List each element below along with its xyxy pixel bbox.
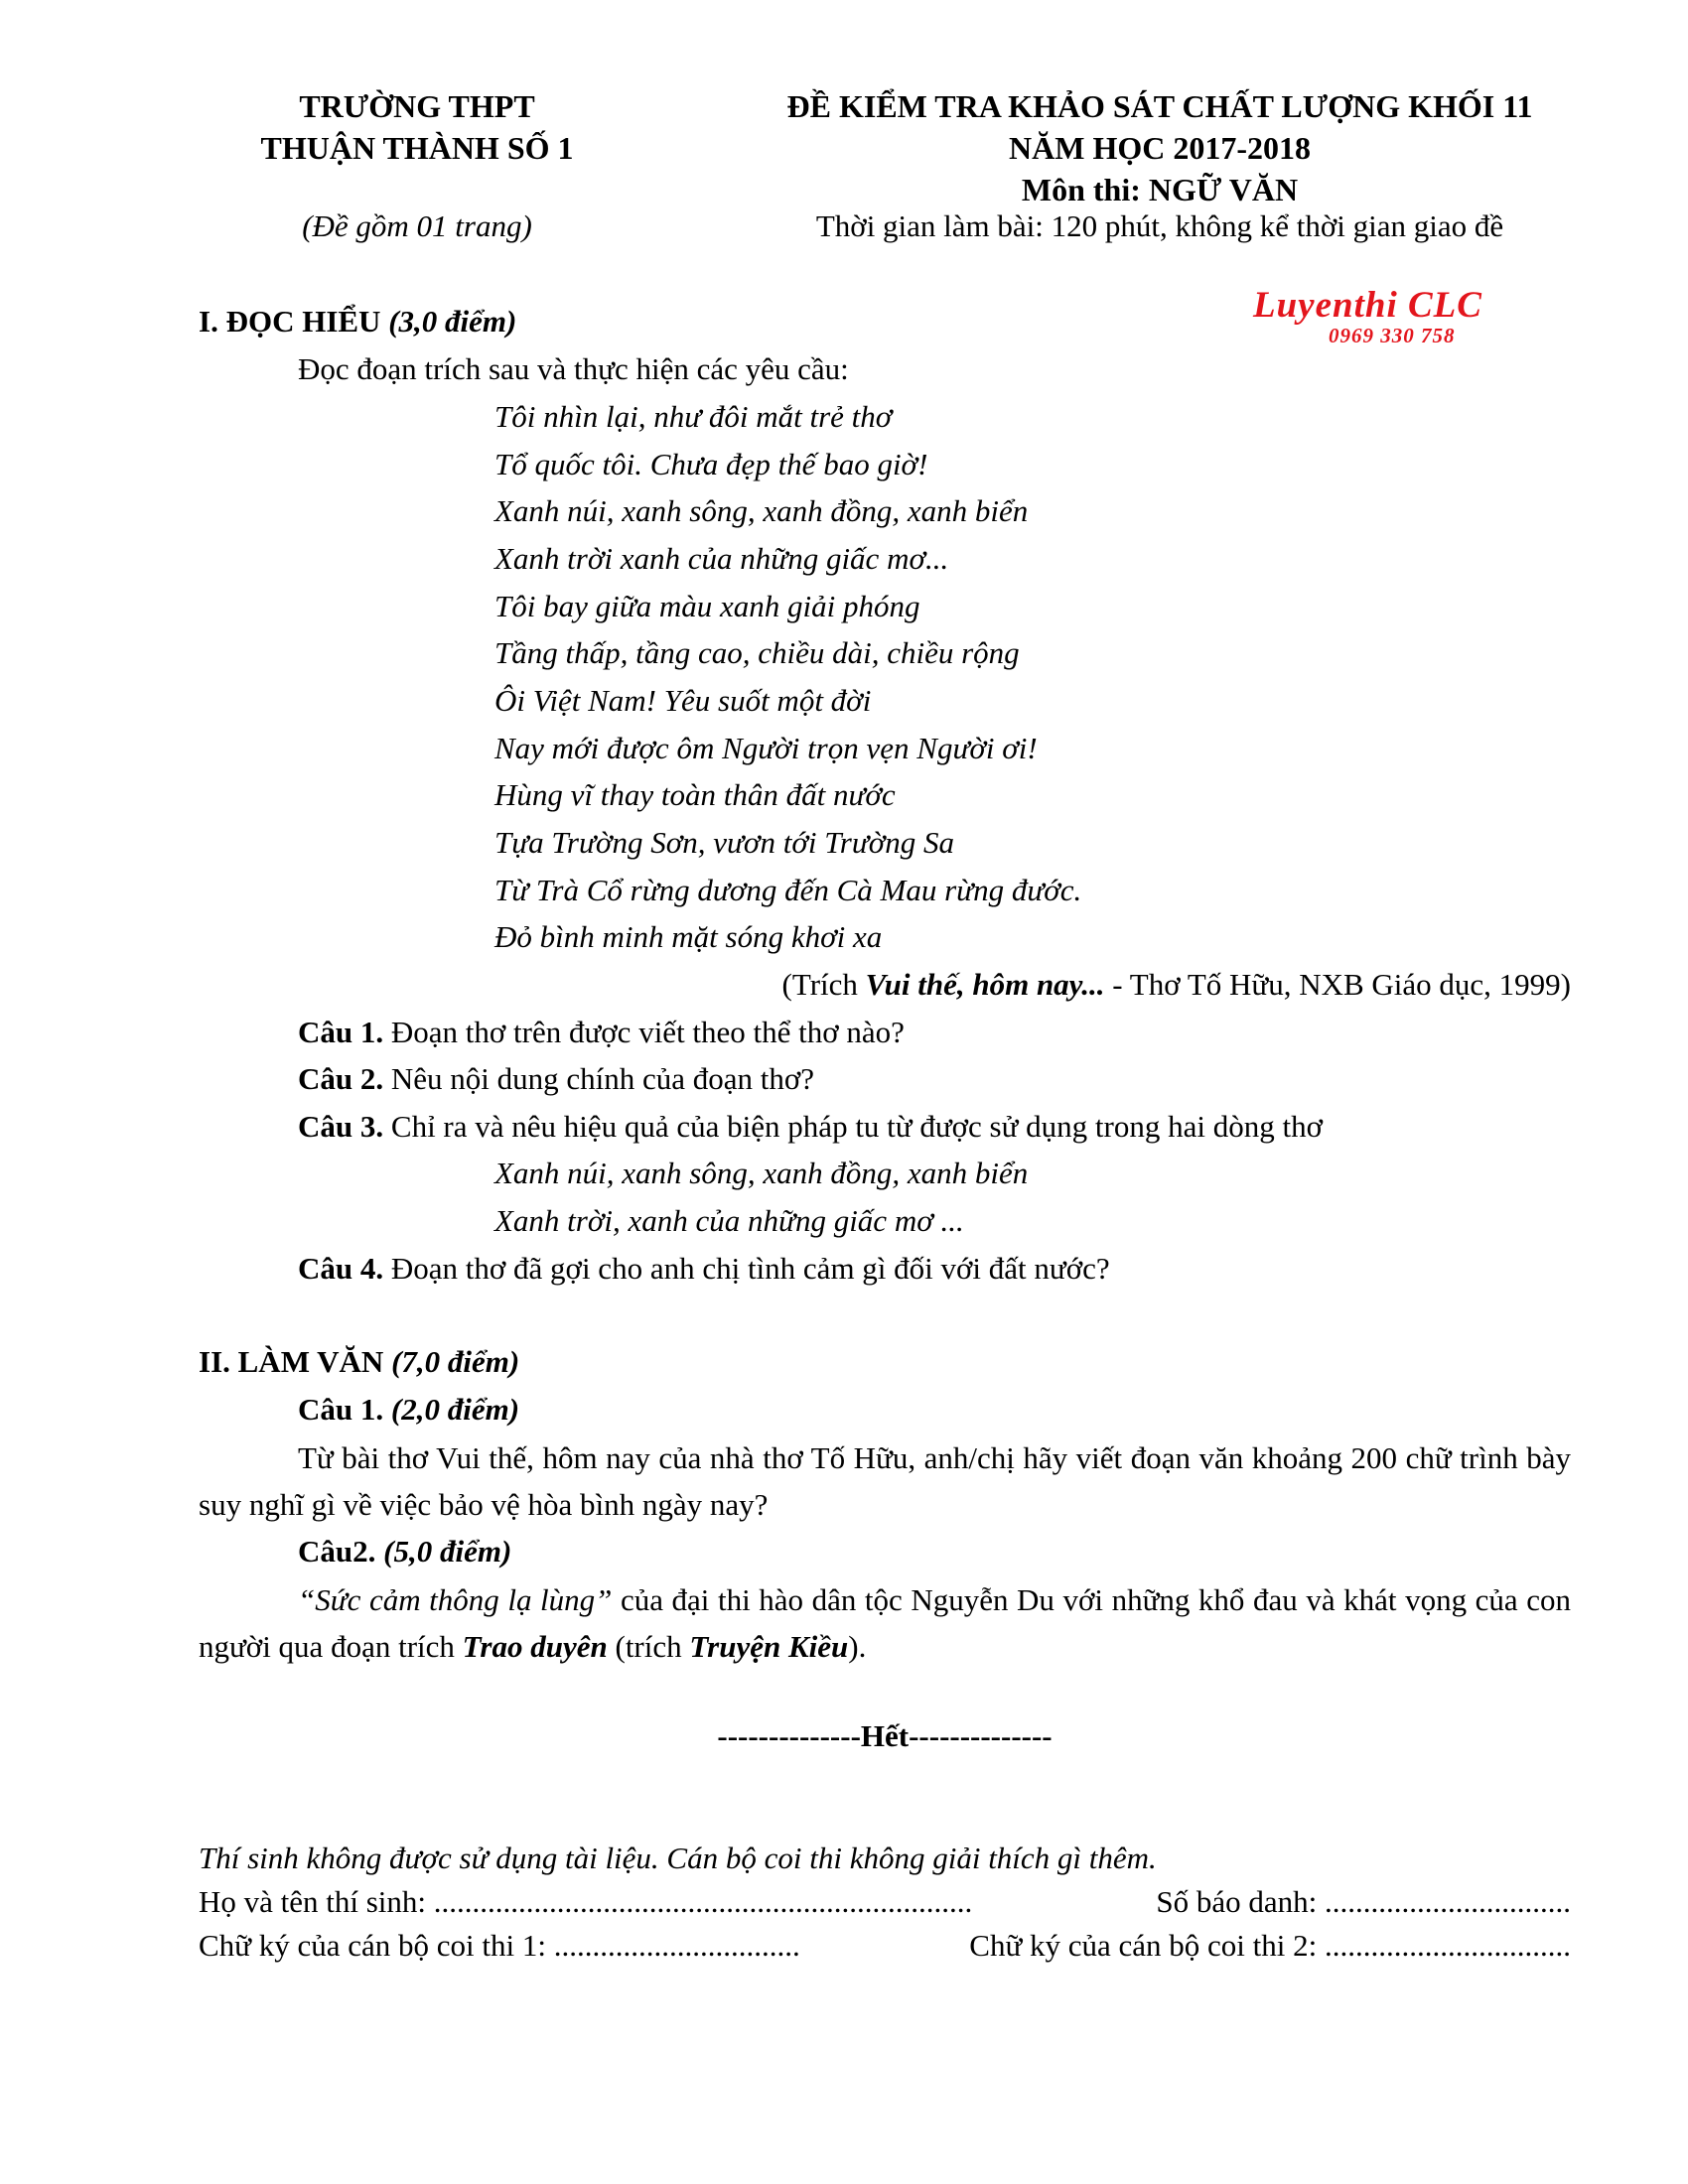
essay-q2-part-c: ). — [848, 1629, 867, 1664]
essay-q2-part-a: của đại thi hào dân tộc Nguyễn Du với những khổ đau và khát vọng của con người qua đoạn trích — [199, 1582, 1571, 1664]
time-note: Thời gian làm bài: 120 phút, không kể thời gian giao đề — [815, 208, 1504, 243]
candidate-number-field: Số báo danh: ................................ — [1156, 1884, 1571, 1919]
q3-poem-line: Xanh núi, xanh sông, xanh đồng, xanh biển — [494, 1156, 1029, 1190]
poem-line: Tôi nhìn lại, như đôi mắt trẻ thơ — [494, 399, 893, 434]
question-label: Câu 3. — [298, 1109, 384, 1144]
section1-instruction: Đọc đoạn trích sau và thực hiện các yêu cầu: — [298, 351, 849, 386]
question-label: Câu 1. — [298, 1015, 384, 1049]
question-label: Câu 4. — [298, 1251, 384, 1286]
school-line-1: TRƯỜNG THPT — [299, 88, 535, 124]
section2-title: II. LÀM VĂN — [199, 1344, 384, 1379]
school-line-2: THUẬN THÀNH SỐ 1 — [260, 130, 574, 166]
essay-q1-heading — [298, 1392, 519, 1428]
poem-line: Tôi bay giữa màu xanh giải phóng — [494, 589, 920, 623]
essay-q2-source: Truyện Kiều — [689, 1629, 849, 1664]
poem-line: Xanh trời xanh của những giấc mơ... — [494, 541, 949, 576]
source-suffix: - Thơ Tố Hữu, NXB Giáo dục, 1999) — [1104, 967, 1571, 1002]
question-2 — [298, 1061, 814, 1097]
poem-line: Hùng vĩ thay toàn thân đất nước — [494, 777, 896, 812]
watermark-phone: 0969 330 758 — [1329, 324, 1456, 347]
question-text: Chỉ ra và nêu hiệu quả của biện pháp tu từ được sử dụng trong hai dòng thơ — [383, 1109, 1323, 1144]
candidate-info-line — [199, 1884, 1571, 1920]
essay-q1-text: Từ bài thơ Vui thế, hôm nay của nhà thơ Tố Hữu, anh/chị hãy viết đoạn văn khoảng 200 chữ trình bày suy nghĩ gì về việc bảo vệ hòa bình ngày nay? — [199, 1440, 1571, 1522]
poem-source — [782, 967, 1571, 1003]
poem-line: Đỏ bình minh mặt sóng khơi xa — [494, 919, 883, 954]
essay-q2-work: Trao duyên — [462, 1629, 608, 1664]
poem-line: Tầng thấp, tầng cao, chiều dài, chiều rộng — [494, 635, 1020, 670]
supervisor-1-signature: Chữ ký của cán bộ coi thi 1: ................................ — [199, 1928, 800, 1963]
school-year: NĂM HỌC 2017-2018 — [1009, 130, 1311, 166]
footer-note: Thí sinh không được sử dụng tài liệu. Cán bộ coi thi không giải thích gì thêm. — [199, 1841, 1157, 1875]
source-title: Vui thế, hôm nay... — [865, 967, 1105, 1002]
supervisor-2-signature: Chữ ký của cán bộ coi thi 2: ................................ — [969, 1928, 1571, 1963]
question-text: Đoạn thơ trên được viết theo thể thơ nào? — [383, 1015, 905, 1049]
exam-title: ĐỀ KIỂM TRA KHẢO SÁT CHẤT LƯỢNG KHỐI 11 — [786, 88, 1533, 124]
poem-line: Xanh núi, xanh sông, xanh đồng, xanh biển — [494, 493, 1029, 528]
source-prefix: (Trích — [781, 967, 866, 1002]
essay-q2-text — [199, 1576, 1571, 1670]
signature-line — [199, 1928, 1571, 1964]
section2-heading — [199, 1344, 519, 1380]
q3-poem-line: Xanh trời, xanh của những giấc mơ ... — [494, 1203, 964, 1238]
question-4 — [298, 1251, 1110, 1287]
poem-line: Tựa Trường Sơn, vươn tới Trường Sa — [494, 825, 955, 860]
essay-q1-points: (2,0 điểm) — [390, 1392, 520, 1427]
section1-heading — [199, 304, 516, 340]
question-3 — [298, 1109, 1323, 1145]
pages-note: (Đề gồm 01 trang) — [302, 208, 532, 243]
section1-title: I. ĐỌC HIỂU — [199, 304, 381, 339]
essay-q2-quote: “Sức cảm thông lạ lùng” — [298, 1582, 613, 1617]
watermark-name: Luyenthi CLC — [1253, 285, 1482, 326]
essay-q1-label: Câu 1. — [298, 1392, 384, 1427]
poem-line: Tổ quốc tôi. Chưa đẹp thế bao giờ! — [494, 447, 928, 481]
question-label: Câu 2. — [298, 1061, 384, 1096]
question-text: Đoạn thơ đã gợi cho anh chị tình cảm gì đối với đất nước? — [383, 1251, 1110, 1286]
essay-q2-part-b: (trích — [607, 1629, 690, 1664]
subject: Môn thi: NGỮ VĂN — [1021, 172, 1299, 207]
essay-q2-label: Câu2. — [298, 1534, 376, 1569]
essay-q2-heading — [298, 1534, 511, 1570]
exam-heading — [713, 85, 1607, 210]
question-1 — [298, 1015, 905, 1050]
poem-line: Từ Trà Cổ rừng dương đến Cà Mau rừng đước. — [494, 873, 1082, 907]
essay-q2-points: (5,0 điểm) — [383, 1534, 512, 1569]
poem-line: Ôi Việt Nam! Yêu suốt một đời — [494, 683, 872, 718]
school-name — [199, 85, 635, 169]
end-mark: --------------Hết-------------- — [717, 1718, 1053, 1753]
question-text: Nêu nội dung chính của đoạn thơ? — [383, 1061, 815, 1096]
section1-points: (3,0 điểm) — [388, 304, 517, 339]
poem-line: Nay mới được ôm Người trọn vẹn Người ơi! — [494, 731, 1038, 765]
candidate-name-field: Họ và tên thí sinh: ...................................................................... — [199, 1884, 973, 1919]
section2-points: (7,0 điểm) — [391, 1344, 520, 1379]
